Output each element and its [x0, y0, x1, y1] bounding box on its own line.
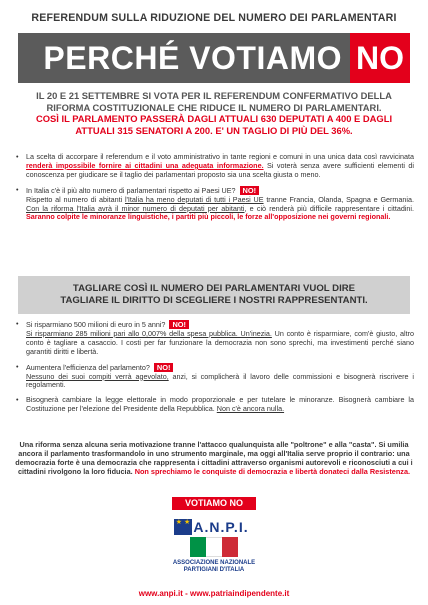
italian-flag-icon	[190, 537, 238, 557]
list-item	[14, 153, 414, 180]
logo-caption	[168, 560, 260, 574]
list-item	[14, 186, 414, 223]
no-badge: NO!	[240, 186, 260, 195]
intro-red-line-2: ATTUALI 315 SENATORI A 200. E' UN TAGLIO DI PIÙ DEL 36%.	[75, 124, 353, 136]
logo-caption-line-2: PARTIGIANI D'ITALIA	[183, 567, 245, 573]
item-text: tranne Francia, Olanda, Spagna e Germania.	[263, 194, 415, 204]
kicker-heading: REFERENDUM SULLA RIDUZIONE DEL NUMERO DEI PARLAMENTARI	[31, 12, 397, 24]
logo-caption-line-1: ASSOCIAZIONE NAZIONALE	[172, 560, 256, 566]
intro-block	[14, 90, 414, 136]
list-item	[14, 396, 414, 414]
item-underline: Con la riforma l'Italia avrà il minor numero di deputati per abitanti	[26, 203, 245, 213]
anpi-logo	[174, 519, 254, 583]
item-highlight: Saranno colpite le minoranze linguistiche, i partiti più piccoli, le forze all'opposizione nei governi regionali.	[26, 212, 391, 222]
item-text: , e ciò renderà più difficile rappresentare i cittadini.	[244, 203, 415, 213]
closing-paragraph	[14, 440, 414, 476]
item-text: Si voterà senza avere sufficienti elementi di conoscenza per giudicare se il taglio dei parlamentari proposto sia una scelta giusta o meno.	[26, 160, 414, 179]
list-item	[14, 320, 414, 357]
item-question: Si risparmiano 500 milioni di euro in 5 anni?	[26, 320, 166, 329]
vote-no-banner: VOTIAMO NO	[172, 497, 256, 510]
statement-line-2: TAGLIARE IL DIRITTO DI SCEGLIERE I NOSTRI RAPPRESENTANTI.	[60, 295, 368, 306]
closing-text: Una riforma senza alcuna seria motivazione tranne l'attacco qualunquista alle "poltrone" e alla "casta". Si umilia ancora il parlamento trasformandolo in uno strumento marginale, ma oggi all'Italia serve proprio il contrario: una democrazia forte è una democrazia che rappresenta i cittadini attraverso organismi autorevoli e riconosciuti a cui i cittadini rivolgono la loro fiducia.	[15, 440, 413, 476]
statement-band	[18, 276, 410, 314]
logo-anpi-text: A.N.P.I.	[193, 519, 249, 535]
closing-red: Non sprechiamo le conquiste di democrazia e libertà donateci dalla Resistenza.	[134, 467, 411, 476]
title-no: NO	[350, 33, 410, 83]
item-underline: Non c'è ancora nulla.	[216, 404, 285, 414]
item-question: In Italia c'è il più alto numero di parlamentari rispetto ai Paesi UE?	[26, 185, 236, 195]
title-band	[18, 33, 410, 83]
item-text: anzi, si complicherà il lavoro delle commissioni e bisognerà riscrivere i regolamenti.	[26, 371, 414, 390]
statement-line-1: TAGLIARE COSÌ IL NUMERO DEI PARLAMENTARI VUOL DIRE	[72, 283, 356, 294]
item-underline: l'Italia ha meno deputati di tutti i Paesi UE	[124, 194, 264, 204]
list-item	[14, 363, 414, 391]
no-badge: NO!	[154, 363, 174, 372]
intro-red-line-1: COSÌ IL PARLAMENTO PASSERÀ DAGLI ATTUALI 630 DEPUTATI A 400 E DAGLI	[35, 113, 393, 125]
argument-list-2	[14, 320, 414, 420]
argument-list-1	[14, 153, 414, 228]
title-main: PERCHÉ VOTIAMO	[18, 33, 350, 83]
item-text: La scelta di accorpare il referendum e il voto amministrativo in tante regioni e comuni in una unica data così ravvicinata	[26, 152, 414, 161]
top-strip	[0, 0, 428, 8]
star-icon: ★ ★	[174, 519, 192, 535]
item-underline: Si risparmiano 285 milioni pari allo 0,007% della spesa pubblica. Un'inezia.	[26, 328, 272, 338]
intro-line-1: IL 20 E 21 SETTEMBRE SI VOTA PER IL REFERENDUM CONFERMATIVO DELLA	[36, 90, 392, 101]
item-text: Un conto è risparmiare, com'è giusto, altro conto è tagliare a casaccio. I costi per far funzionare la democrazia non sono sprechi, ma investimenti perché siano garantiti diritti e libertà.	[26, 328, 414, 356]
intro-line-2: RIFORMA COSTITUZIONALE CHE RIDUCE IL NUMERO DI PARLAMENTARI.	[46, 101, 382, 113]
item-question: Aumentera l'efficienza del parlamento?	[26, 362, 150, 372]
item-underline: Nessuno dei suoi compiti verrà agevolato,	[26, 371, 169, 381]
item-text: Rispetto al numero di abitanti	[26, 194, 125, 204]
no-badge: NO!	[169, 320, 189, 329]
item-highlight: renderà impossibile fornire ai cittadini una adeguata informazione.	[26, 160, 264, 170]
item-text: Bisognerà cambiare la legge elettorale in modo proporzionale e per tutelare le minoranze. Bisognerà cambiare la Costituzione per l'elezione del Presidente della Repubblica.	[26, 395, 414, 414]
footer-links[interactable]: www.anpi.it - www.patriaindipendente.it	[138, 589, 290, 598]
